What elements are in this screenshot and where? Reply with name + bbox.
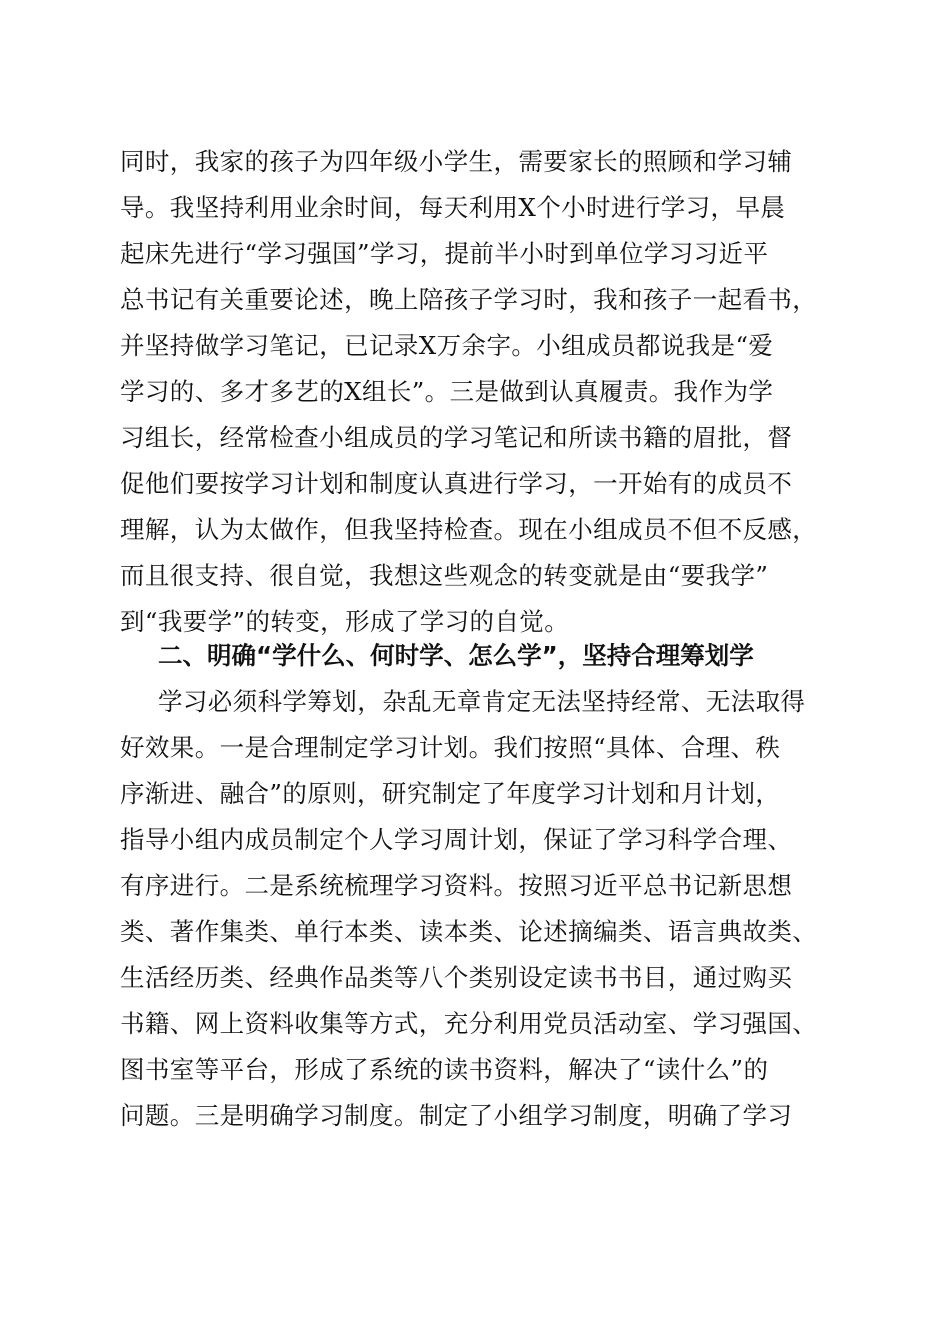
text-line: 指导小组内成员制定个人学习周计划，保证了学习科学合理、 bbox=[120, 825, 793, 854]
text-line: 并坚持做学习笔记，已记录X万余字。小组成员都说我是“爱 bbox=[120, 331, 774, 360]
text-line: 总书记有关重要论述，晚上陪孩子学习时，我和孩子一起看书， bbox=[120, 285, 818, 314]
text-line: 促他们要按学习计划和制度认真进行学习，一开始有的成员不 bbox=[120, 469, 793, 498]
text-line: 图书室等平台，形成了系统的读书资料，解决了“读什么”的 bbox=[120, 1055, 769, 1084]
text-line: 而且很支持、很自觉，我想这些观念的转变就是由“要我学” bbox=[120, 561, 769, 590]
text-line: 理解，认为太做作，但我坚持检查。现在小组成员不但不反感， bbox=[120, 515, 818, 544]
text-line: 导。我坚持利用业余时间，每天利用X个小时进行学习，早晨 bbox=[120, 193, 786, 222]
text-line: 书籍、网上资料收集等方式，充分利用党员活动室、学习强国、 bbox=[120, 1009, 818, 1038]
text-line: 好效果。一是合理制定学习计划。我们按照“具体、合理、秩 bbox=[120, 733, 781, 762]
text-line: 学习的、多才多艺的X组长”。三是做到认真履责。我作为学 bbox=[120, 377, 774, 406]
text-line: 生活经历类、经典作品类等八个类别设定读书书目，通过购买 bbox=[120, 963, 793, 992]
text-line: 起床先进行“学习强国”学习，提前半小时到单位学习习近平 bbox=[120, 239, 769, 268]
text-line: 习组长，经常检查小组成员的学习笔记和所读书籍的眉批，督 bbox=[120, 423, 793, 452]
text-line: 有序进行。二是系统梳理学习资料。按照习近平总书记新思想 bbox=[120, 871, 793, 900]
section-heading: 二、明确“学什么、何时学、怎么学”，坚持合理筹划学 bbox=[158, 641, 754, 670]
text-line: 同时，我家的孩子为四年级小学生，需要家长的照顾和学习辅 bbox=[120, 147, 793, 176]
text-line: 到“我要学”的转变，形成了学习的自觉。 bbox=[120, 607, 570, 636]
text-line: 序渐进、融合”的原则，研究制定了年度学习计划和月计划， bbox=[120, 779, 781, 808]
text-line: 类、著作集类、单行本类、读本类、论述摘编类、语言典故类、 bbox=[120, 917, 818, 946]
text-line: 问题。三是明确学习制度。制定了小组学习制度，明确了学习 bbox=[120, 1101, 793, 1130]
text-line: 学习必须科学筹划，杂乱无章肯定无法坚持经常、无法取得 bbox=[158, 687, 806, 716]
